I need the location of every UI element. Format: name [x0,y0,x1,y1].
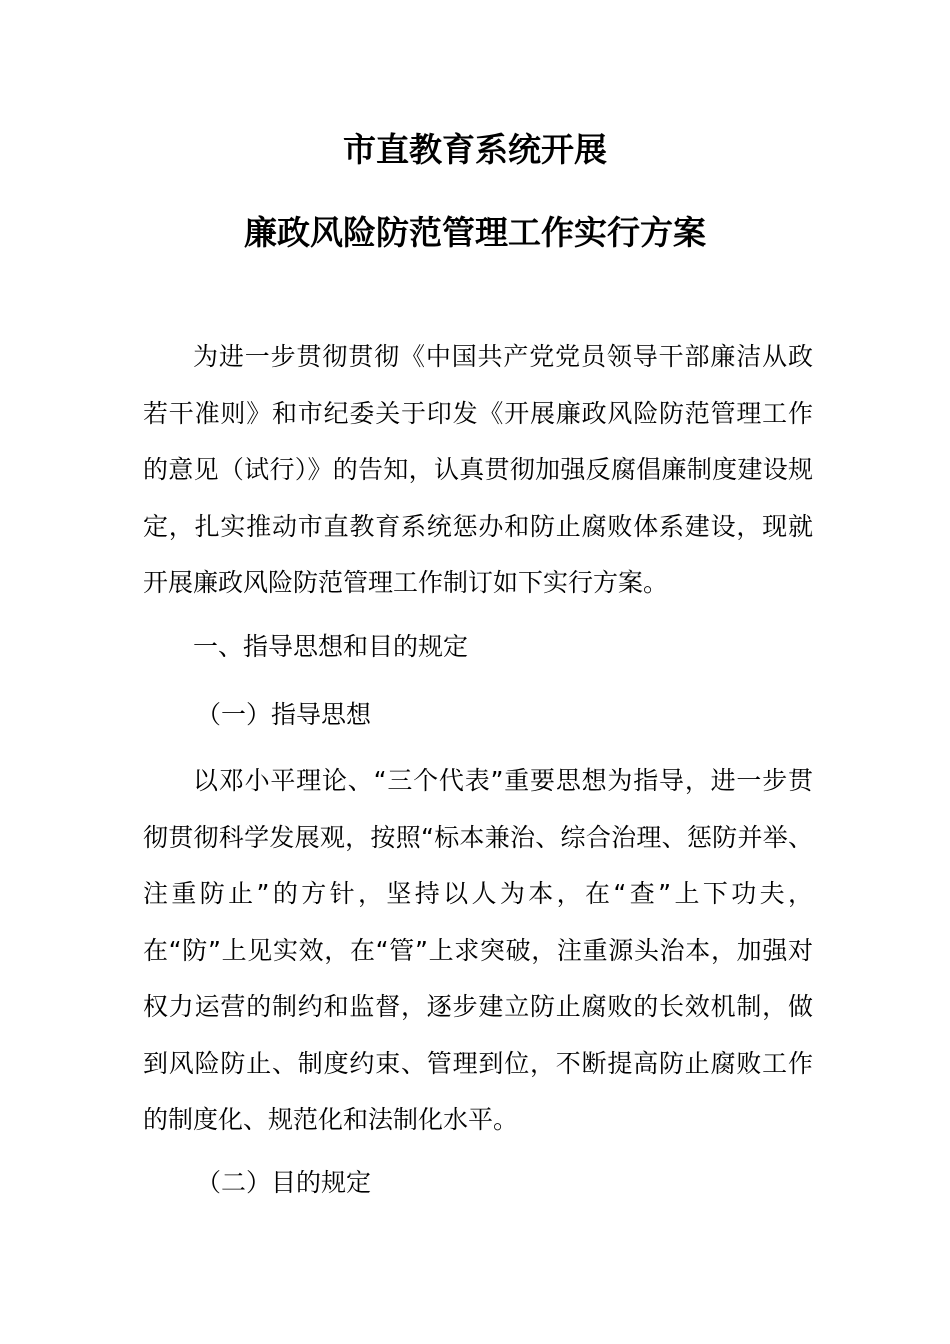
subsection-heading-guiding-thought: （一）指导思想 [196,700,372,729]
document-title-line-2: 廉政风险防范管理工作实行方案 [244,213,706,252]
section-heading-guiding-and-goals: 一、指导思想和目的规定 [193,632,469,661]
guiding-thought-paragraph: 以邓小平理论、“三个代表”重要思想为指导，进一步贯彻贯彻科学发展观，按照“标本兼治、综合治理、惩防并举、注重防止”的方针，坚持以人为本，在“查”上下功夫，在“防”上见实效，在“管”上求突破，注重源头治本，加强对权力运营的制约和监督，逐步建立防止腐败的长效机制，做到风险防止、制度约束、管理到位，不断提高防止腐败工作的制度化、规范化和法制化水平。 [143,766,813,1134]
subsection-heading-goal-requirements: （二）目的规定 [196,1168,372,1197]
intro-paragraph: 为进一步贯彻贯彻《中国共产党党员领导干部廉洁从政若干准则》和市纪委关于印发《开展廉政风险防范管理工作的意见（试行）》的告知，认真贯彻加强反腐倡廉制度建设规定，扎实推动市直教育系统惩办和防止腐败体系建设，现就开展廉政风险防范管理工作制订如下实行方案。 [143,342,813,597]
document-title-line-1: 市直教育系统开展 [343,130,607,169]
